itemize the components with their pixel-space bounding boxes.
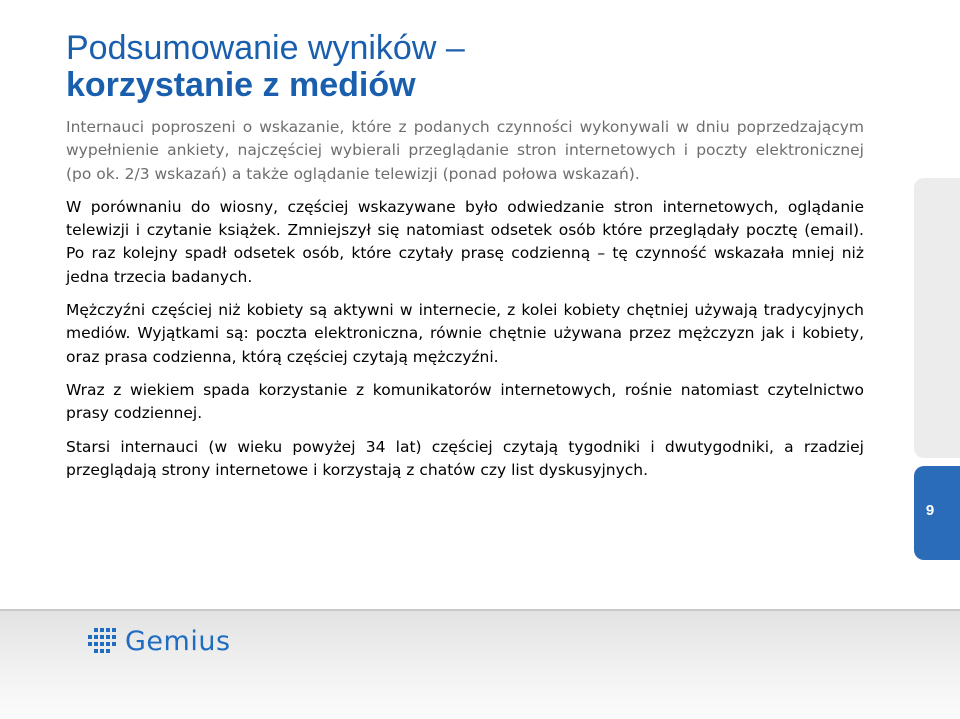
page-number: 9: [925, 502, 935, 519]
paragraph: Internauci poproszeni o wskazanie, które z podanych czynności wykonywali w dniu poprzedzającym wypełnienie ankiety, najczęściej wybierali przeglądanie stron internetowych i poczty elektronicznej (po ok. 2/3 wskazań) a także oglądanie telewizji (ponad połowa wskazań).: [66, 118, 864, 183]
side-tab-inactive: [914, 178, 960, 458]
paragraph: Mężczyźni częściej niż kobiety są aktywni w internecie, z kolei kobiety chętniej używają tradycyjnych mediów. Wyjątkami są: poczta elektroniczna, równie chętnie używana przez mężczyzn jak i kobiety, oraz prasa codzienna, którą częściej czytają mężczyźni.: [66, 301, 864, 366]
paragraph: W porównaniu do wiosny, częściej wskazywane było odwiedzanie stron internetowych, oglądanie telewizji i czytanie książek. Zmniejszył się natomiast odsetek osób które przeglądały pocztę (email). Po raz kolejny spadł odsetek osób, które czytały prasę codzienną – tę czynność wskazała mniej niż jedna trzecia badanych.: [66, 197, 864, 286]
logo-text: Gemius: [125, 625, 231, 657]
paragraph: Starsi internauci (w wieku powyżej 34 lat) częściej czytają tygodniki i dwutygodniki, a rzadziej przeglądają strony internetowe i korzystają z chatów czy list dyskusyjnych.: [66, 437, 864, 479]
slide-body: [66, 116, 864, 492]
paragraph: Wraz z wiekiem spada korzystanie z komunikatorów internetowych, rośnie natomiast czytelnictwo prasy codziennej.: [66, 380, 864, 423]
slide-title-line1: Podsumowanie wyników –: [66, 29, 465, 67]
gemius-dots-icon: [88, 628, 120, 654]
gemius-logo: [88, 624, 231, 658]
slide-title: [66, 30, 886, 104]
slide-title-line2: korzystanie z mediów: [66, 66, 416, 104]
